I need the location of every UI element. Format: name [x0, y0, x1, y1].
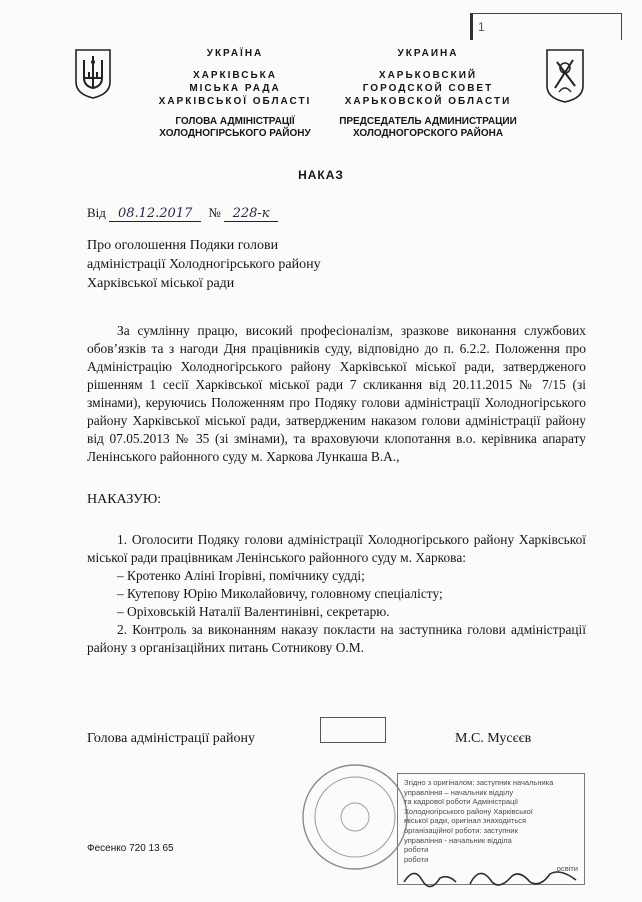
number-label: № [208, 205, 221, 220]
order-item-2: 2. Контроль за виконанням наказу покласти на заступника голови адміністрації району з організаційних питань Сотникову О.М. [87, 622, 586, 655]
document-subject [87, 236, 387, 293]
cert-line4: Холодногірського району Харківської [404, 806, 533, 816]
registration-corner-box [470, 13, 622, 40]
subject-line2: адміністрації Холодногірського району [87, 257, 321, 272]
right-header [318, 47, 538, 140]
cert-line2: управління – начальник відділу [404, 787, 514, 797]
executor-footer: Фесенко 720 13 65 [87, 843, 174, 854]
order-word: НАКАЗУЮ: [87, 492, 162, 507]
document-date: 08.12.2017 [109, 206, 201, 222]
registration-corner-mark: 1 [478, 20, 485, 34]
left-header [140, 47, 330, 140]
left-head-line2: ХОЛОДНОГІРСЬКОГО РАЙОНУ [159, 128, 311, 139]
right-head-line1: ПРЕДСЕДАТЕЛЬ АДМИНИСТРАЦИИ [339, 116, 517, 127]
date-from-label: Від [87, 205, 106, 220]
cert-line9: роботи [404, 854, 429, 864]
subject-line1: Про оголошення Подяки голови [87, 238, 279, 253]
right-council-line3: ХАРЬКОВСКОЙ ОБЛАСТИ [344, 96, 512, 107]
signature-position: Голова адміністрації району [87, 731, 255, 746]
right-council-line1: ХАРЬКОВСКИЙ [378, 70, 478, 81]
kharkiv-coat-of-arms-icon [545, 48, 585, 104]
cert-line7: управління - начальник відділа [404, 835, 512, 845]
left-council-line3: ХАРКІВСЬКОЇ ОБЛАСТІ [158, 96, 312, 107]
right-country: УКРАИНА [397, 48, 459, 59]
cert-line8: роботи [404, 845, 429, 855]
date-number-line [87, 205, 278, 222]
awardee-2: – Кутепову Юрію Миколайовичу, головному спеціалісту; [117, 586, 443, 601]
preamble-paragraph: За сумлінну працю, високий професіоналізм, зразкове виконання службових обов’язків та з нагоди Дня працівників суду, відповідно до п. 6.2.2. Положення про Адміністрацію Холодногірського району Харківської міської ради, затвердженого рішенням 1 сесії Харківської міської ради 7 скликання від 20.11.2015 № 7/15 (зі змінами), керуючись Положенням про Подяку голови адміністрації Холодногірського району Харківської міської ради, затвердженим наказом голови адміністрації району від 07.05.2013 № 35 (зі змінами), та враховуючи клопотання в.о. керівника апарату Ленінського районного суду м. Харкова Лункаша В.А., [87, 323, 586, 464]
subject-line3: Харківської міської ради [87, 276, 235, 291]
left-head-line1: ГОЛОВА АДМІНІСТРАЦІЇ [175, 116, 295, 127]
order-item-1: 1. Оголосити Подяку голови адміністрації Холодногірського району Харківської міської ради працівникам Ленінського районного суду м. Харкова: [87, 532, 586, 565]
awardee-1: – Кротенко Аліні Ігорівні, помічнику судді; [117, 568, 365, 583]
signature-stamp-mark [320, 717, 386, 743]
left-council-line1: ХАРКІВСЬКА [192, 70, 278, 81]
cert-line1: Згідно з оригіналом: заступник начальника [404, 778, 554, 787]
order-items [87, 531, 586, 657]
signature-name: М.С. Мусєєв [455, 731, 532, 746]
document-number: 228-к [224, 206, 278, 222]
cert-line10: освіти [556, 864, 578, 874]
cert-line5: міської ради, оригінал знаходиться [404, 816, 527, 826]
left-council-line2: МІСЬКА РАДА [189, 83, 281, 94]
cert-line3: та кадрової роботи Адміністрації [404, 797, 519, 807]
trident-emblem-icon [74, 48, 112, 100]
cert-line6: організаційної роботи: заступник [404, 825, 518, 835]
awardee-3: – Оріховській Наталії Валентинівні, секретарю. [117, 604, 390, 619]
right-head-line2: ХОЛОДНОГОРСКОГО РАЙОНА [352, 128, 504, 139]
handwritten-signature-icon [400, 860, 585, 894]
left-country: УКРАЇНА [206, 48, 264, 59]
right-council-line2: ГОРОДСКОЙ СОВЕТ [362, 83, 494, 94]
round-seal-icon [300, 762, 410, 872]
document-title: НАКАЗ [298, 168, 344, 182]
